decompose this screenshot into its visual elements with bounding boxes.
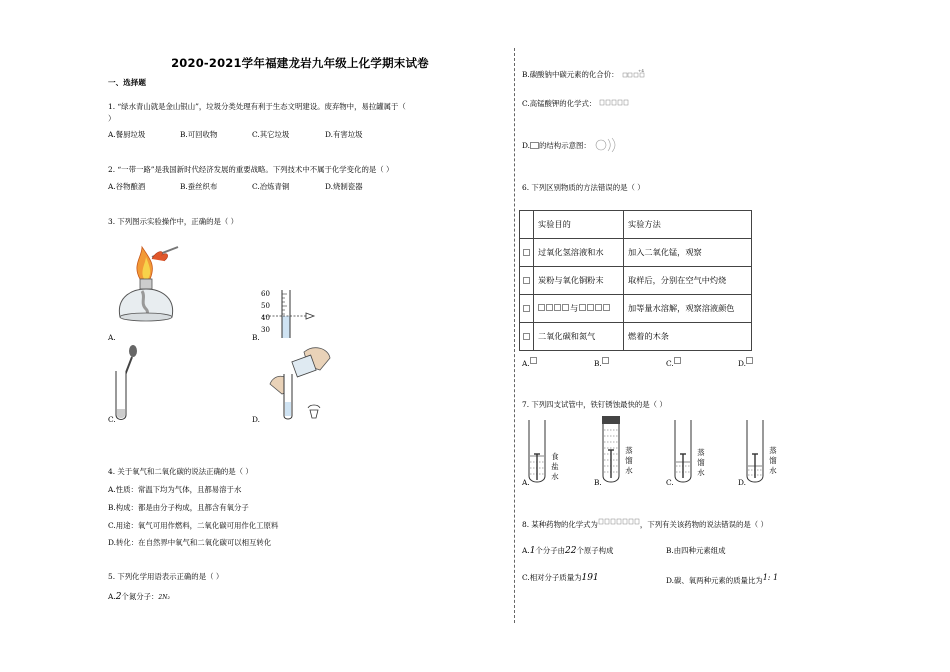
alcohol-lamp-figure [112,245,182,330]
q6-option-b[interactable]: B. [594,357,609,368]
connector-text: 与 [570,303,579,313]
tick-60: 60 [261,290,270,298]
option-text: B.碳酸钠中碳元素的化合价： [522,70,619,79]
tube-c-label: 蒸 馏 水 [697,448,705,477]
q1-option-a[interactable]: A.餐厨垃圾 [108,130,146,139]
q7-option-c[interactable]: C. [666,478,674,487]
table-row [520,267,752,295]
page-title: 2020-2021学年福建龙岩九年级上化学期末试卷 [171,56,429,70]
drug-formula-image [598,518,640,526]
q3-stem: 3. 下列图示实验操作中，正确的是（ ） [108,217,239,226]
q2-option-a[interactable]: A.谷物酿酒 [108,182,146,191]
q4-option-c[interactable]: C.用途：氧气可用作燃料，二氧化碳可用作化工原料 [108,521,279,530]
table-cell: 二氧化碳和氮气 [534,323,624,351]
pouring-liquid-figure [264,344,334,422]
option-text: 的结构示意图： [539,141,591,150]
q6-stem: 6. 下列区别物质的方法错误的是（ ） [522,183,645,192]
tick-40: 40 [261,314,270,322]
tube-b-label: 蒸 馏 水 [625,446,633,475]
test-tube-a [526,418,548,486]
tube-a-label: 食 盐 水 [551,452,559,481]
table-cell: 过氧化氢溶液和水 [534,239,624,267]
option-text: C.高锰酸钾的化学式： [522,99,597,108]
q1-option-b[interactable]: B.可回收物 [180,130,218,139]
formula-image [538,304,545,311]
test-tube-c [672,418,694,486]
math-number: 2 [115,592,122,602]
q8-stem: 8. 某种药物的化学式为 ，下列有关该药物的说法错误的是（ ） [522,520,768,529]
q8-option-a[interactable]: A.1个分子由22个原子构成 [522,546,614,556]
q4-option-a[interactable]: A.性质：常温下均为气体，且都易溶于水 [108,485,242,494]
q8-option-d[interactable]: D.碳、氧两种元素的质量比为1: 1 [666,573,779,585]
q2-option-b[interactable]: B.蚕丝织布 [180,182,218,191]
q4-option-d[interactable]: D.转化：在自然界中氧气和二氧化碳可以相互转化 [108,538,272,547]
q6-option-a[interactable]: A. [522,357,537,368]
column-divider [514,48,515,623]
q3-option-b[interactable]: B. [252,333,260,342]
q8-option-b[interactable]: B.由四种元素组成 [666,546,726,555]
q5-option-a[interactable] [108,592,170,602]
row-marker-icon [523,333,530,340]
q2-option-d[interactable]: D.烧制瓷器 [325,182,363,191]
table-cell: 加入二氧化锰，观察 [624,239,752,267]
kmno4-formula-image [599,98,633,108]
q7-option-d[interactable]: D. [738,478,747,487]
option-letter: A. [108,592,116,601]
table-row [520,323,752,351]
table-cell: 炭粉与氧化铜粉末 [534,267,624,295]
header-cell: 实验方法 [624,211,752,239]
tick-50: 50 [261,302,270,310]
option-text: 个氮分子： [121,592,159,601]
q4-stem: 4. 关于氧气和二氧化碳的说法正确的是（ ） [108,467,253,476]
q4-option-b[interactable]: B.构成：都是由分子构成，且都含有氧分子 [108,503,249,512]
section-heading: 一、选择题 [108,78,146,87]
atom-structure-diagram [593,136,619,154]
q7-option-a[interactable]: A. [522,478,530,487]
q7-option-b[interactable]: B. [594,478,602,487]
table-row [520,295,752,323]
tick-30: 30 [261,326,270,334]
q3-option-d[interactable]: D. [252,415,261,424]
tube-d-label: 蒸 馏 水 [769,446,777,475]
table-header-row [520,211,752,239]
q5-option-c[interactable] [522,98,633,108]
table-cell: 加等量水溶解，观察溶液颜色 [624,295,752,323]
valence-formula-image [621,68,647,80]
q6-experiment-table [519,210,752,351]
svg-text:+4: +4 [637,68,644,73]
q2-option-c[interactable]: C.冶炼青铜 [252,182,290,191]
q5-option-b[interactable] [522,68,647,80]
dropper-tube-figure [112,343,142,423]
formula-image [579,304,586,311]
table-cell [534,295,624,323]
chem-formula: 2N₂ [158,594,170,601]
table-row [520,239,752,267]
q1-option-c[interactable]: C.其它垃圾 [252,130,290,139]
q6-option-d[interactable]: D. [738,357,753,368]
ion-symbol-image [530,142,539,149]
header-cell: 实验目的 [534,211,624,239]
option-letter: D. [522,141,531,150]
q2-stem: 2. “一带一路”是我国新时代经济发展的重要战略。下列技术中不属于化学变化的是（ ） [108,165,394,174]
test-tube-b [600,414,622,486]
q1-option-d[interactable]: D.有害垃圾 [325,130,363,139]
q7-stem: 7. 下列四支试管中，铁钉锈蚀最快的是（ ） [522,400,667,409]
q1-stem: 1. “绿水青山就是金山银山”，垃圾分类处理有利于生态文明建设。废弃物中，易拉罐属于（ [108,102,406,111]
q8-option-c[interactable]: C.相对分子质量为191 [522,573,599,583]
q5-stem: 5. 下列化学用语表示正确的是（ ） [108,572,224,581]
q1-stem-end: ） [108,114,116,123]
row-marker-icon [523,277,530,284]
table-cell: 取样后，分别在空气中灼烧 [624,267,752,295]
q6-option-c[interactable]: C. [666,357,681,368]
q3-option-a[interactable]: A. [108,333,116,342]
q3-option-c[interactable]: C. [108,415,116,424]
row-marker-icon [523,305,530,312]
table-cell: 燃着的木条 [624,323,752,351]
q5-option-d[interactable] [522,136,619,154]
test-tube-d [744,418,766,486]
row-marker-icon [523,249,530,256]
